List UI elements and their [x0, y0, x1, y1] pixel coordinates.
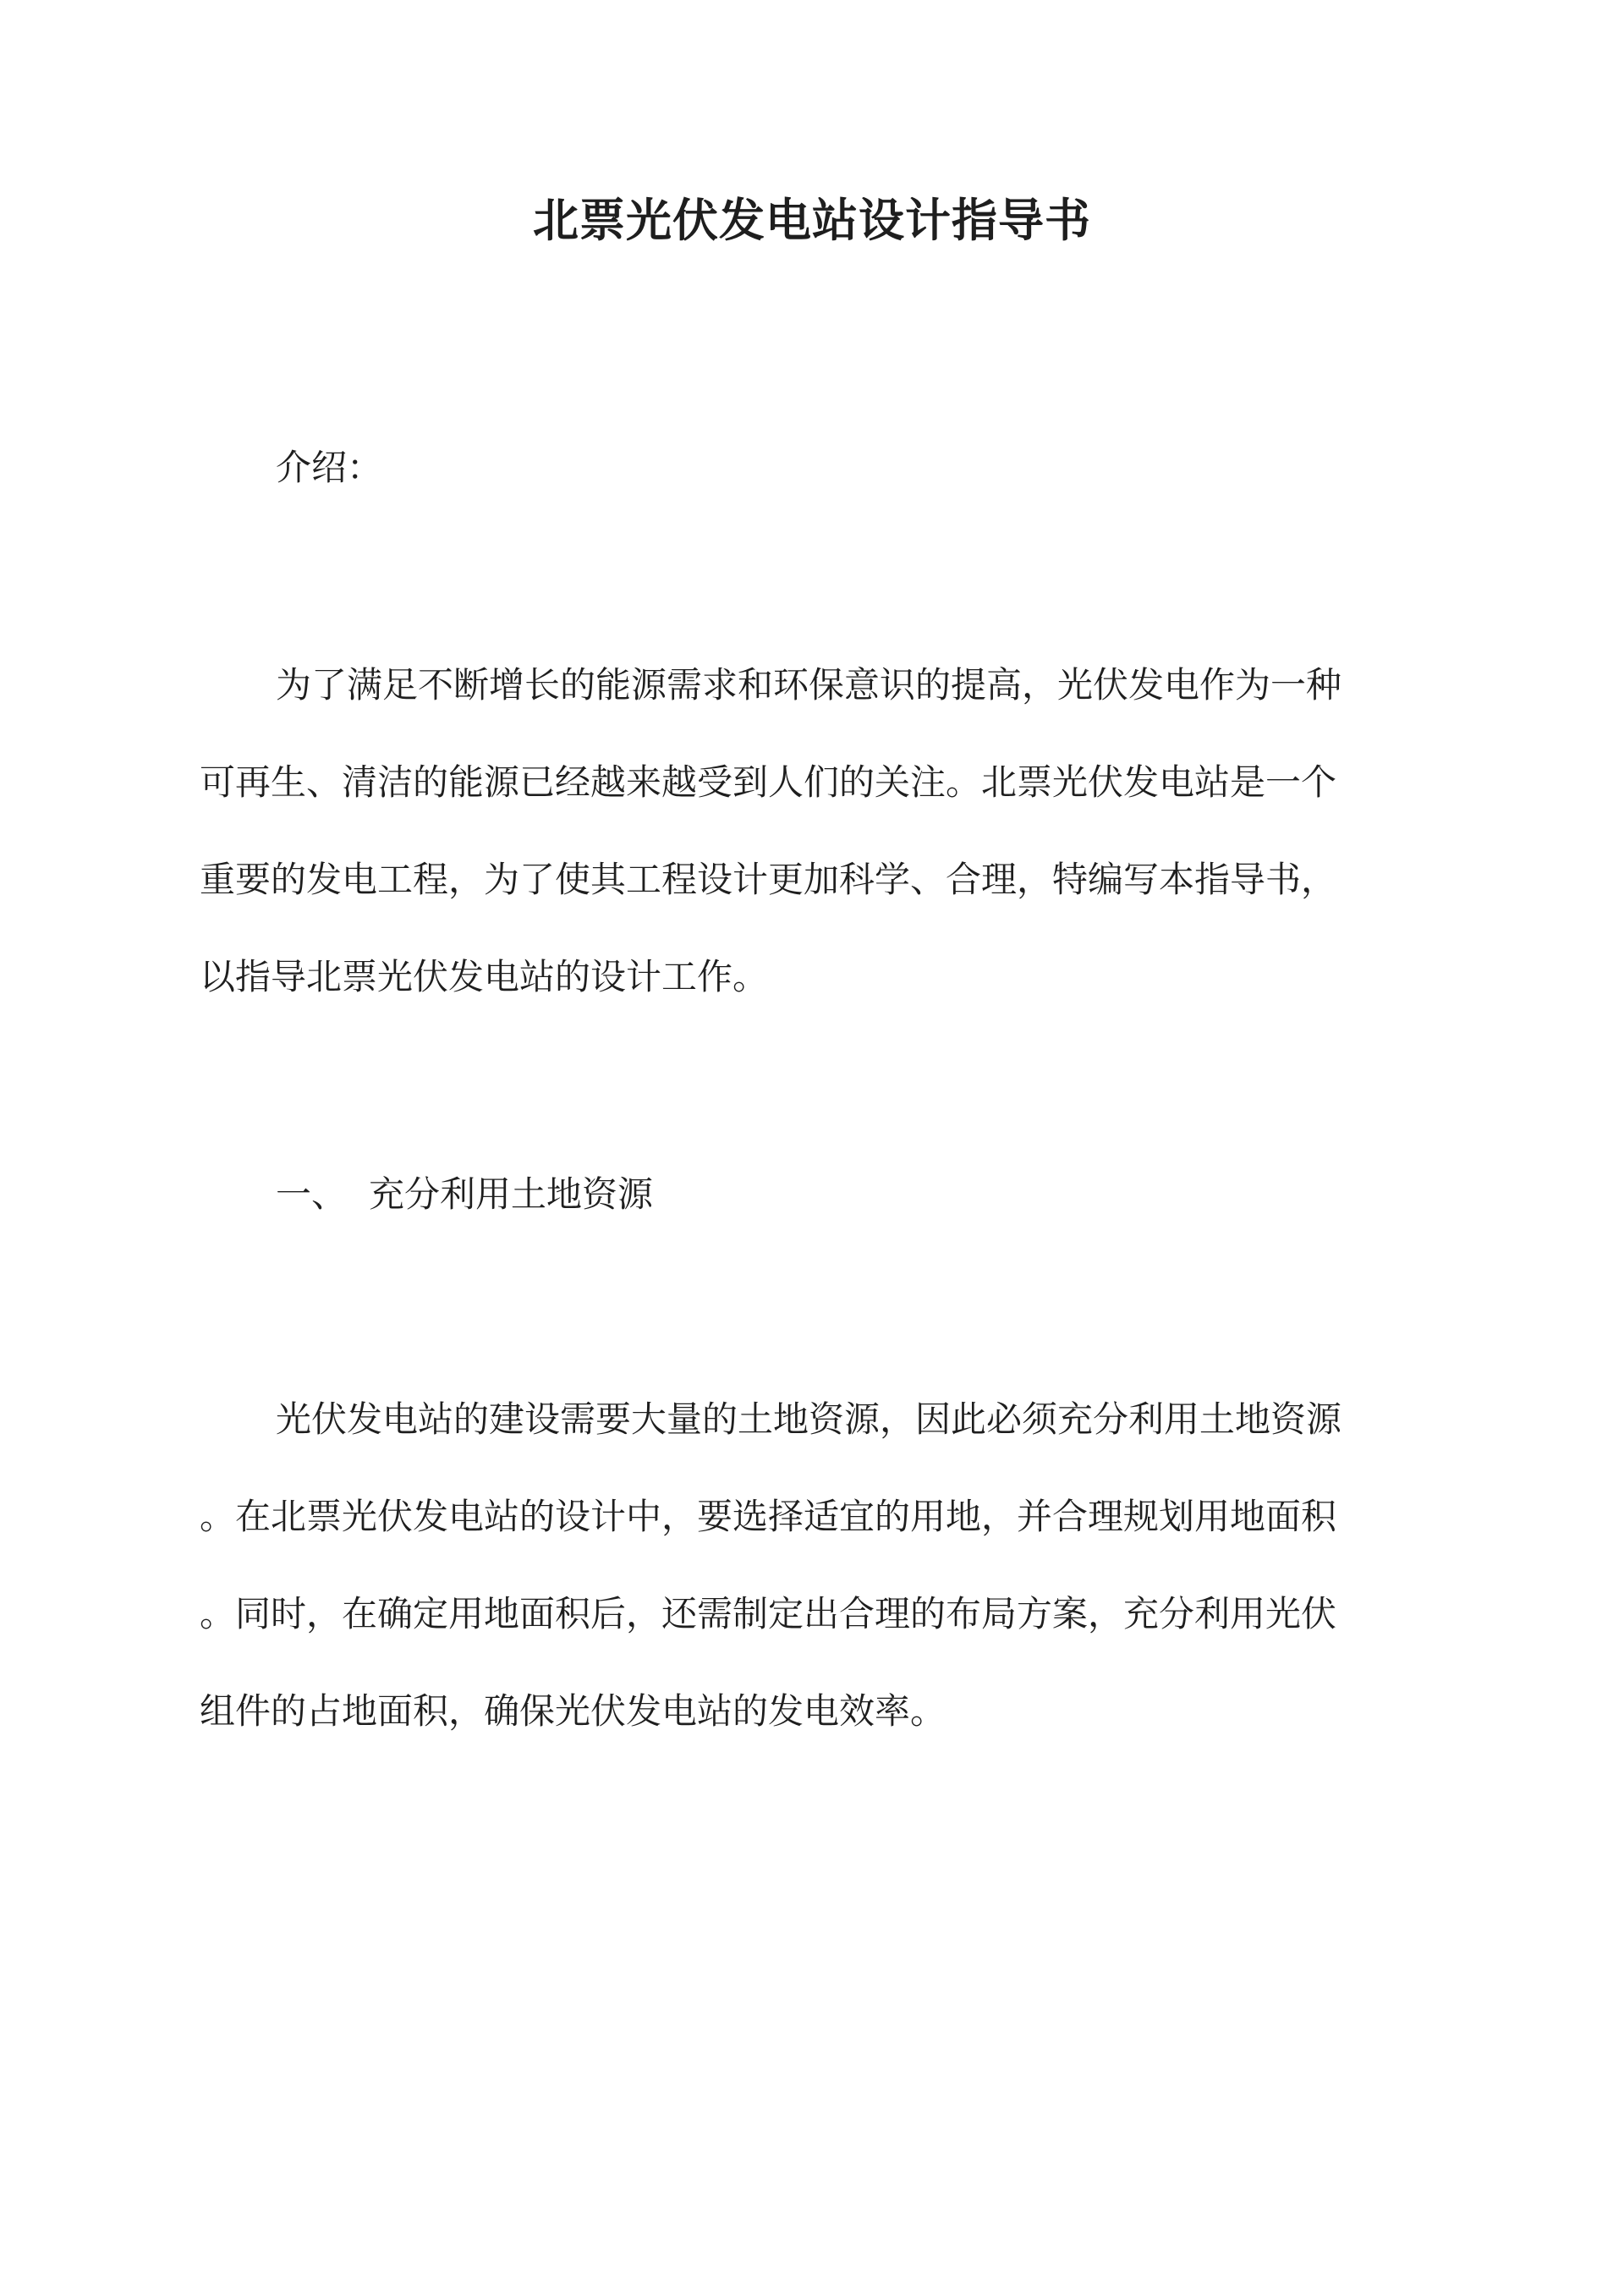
section-1-heading — [276, 1173, 653, 1216]
intro-paragraph-line: 可再生、清洁的能源已经越来越受到人们的关注。北票光伏发电站是一个 — [200, 761, 1337, 803]
intro-paragraph — [200, 636, 1426, 1025]
section-1-paragraph-line: 组件的占地面积，确保光伏发电站的发电效率。 — [200, 1690, 946, 1732]
section-1-title: 充分利用土地资源 — [369, 1173, 654, 1215]
section-1-paragraph-line: 。在北票光伏发电站的设计中，要选择适宜的用地，并合理规划用地面积 — [200, 1496, 1337, 1537]
intro-paragraph-line: 以指导北票光伏发电站的设计工作。 — [200, 956, 769, 997]
section-1-paragraph-line: 光伏发电站的建设需要大量的土地资源，因此必须充分利用土地资源 — [276, 1398, 1342, 1440]
intro-paragraph-line: 重要的发电工程，为了使其工程设计更加科学、合理，特编写本指导书， — [200, 859, 1337, 900]
document-title: 北票光伏发电站设计指导书 — [533, 193, 1091, 247]
intro-paragraph-line: 为了满足不断增长的能源需求和环保意识的提高，光伏发电作为一种 — [276, 664, 1342, 706]
section-1-paragraph — [200, 1370, 1426, 1760]
section-1-paragraph-line: 。同时，在确定用地面积后，还需制定出合理的布局方案，充分利用光伏 — [200, 1593, 1337, 1634]
section-1-number: 一、 — [276, 1173, 348, 1215]
intro-heading: 介绍： — [276, 447, 383, 488]
